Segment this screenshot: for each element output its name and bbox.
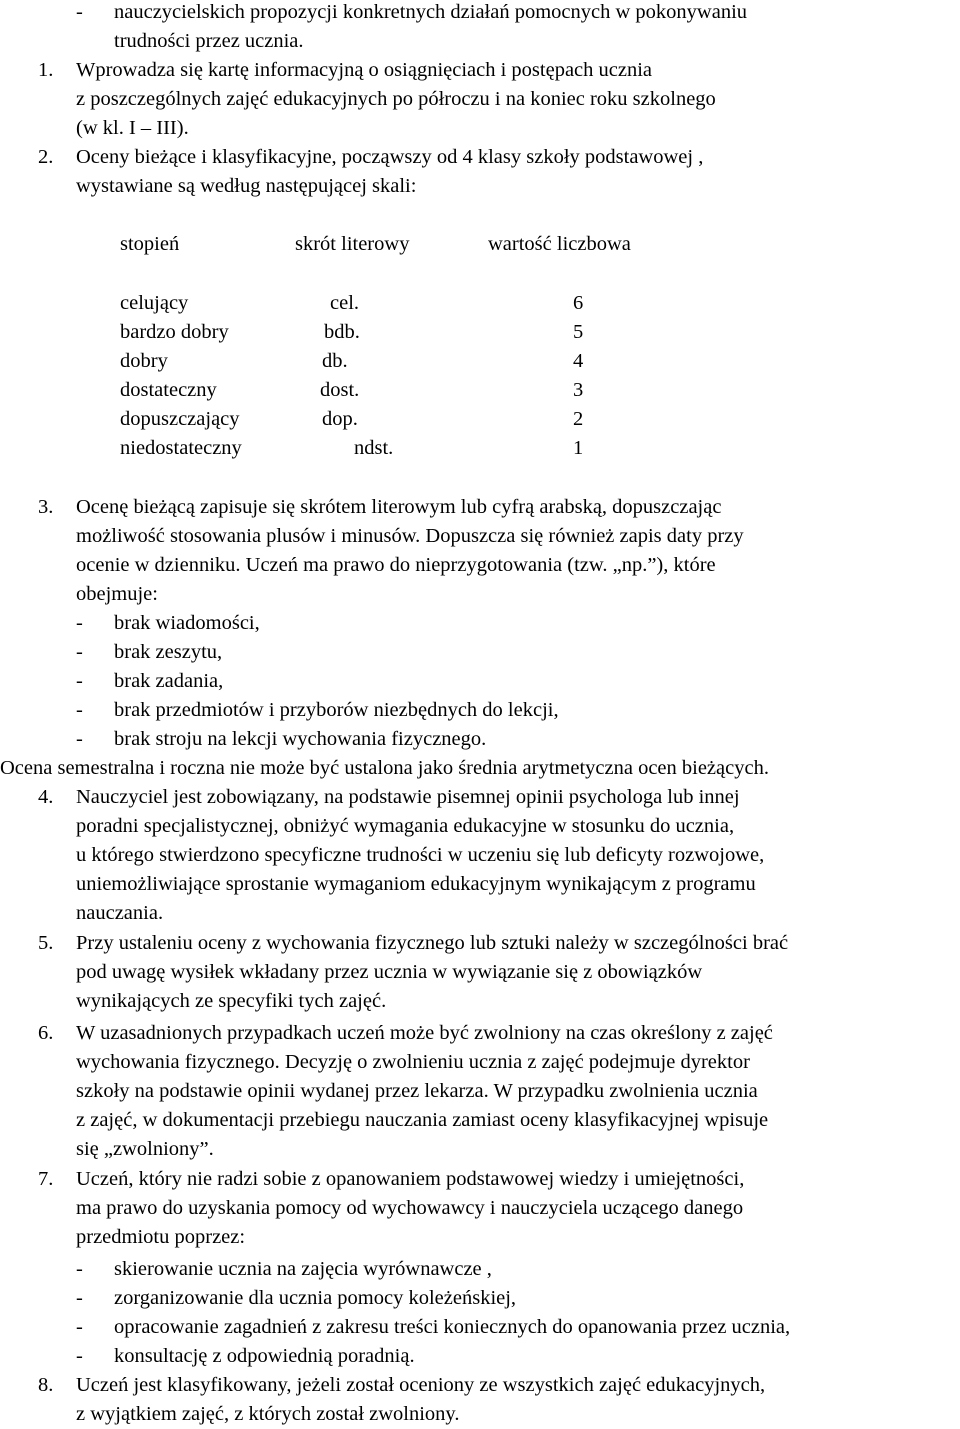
item-1-number: 1.	[38, 59, 54, 81]
grade-name: dobry	[120, 350, 168, 372]
grade-abbr: ndst.	[354, 437, 394, 459]
bullet: -	[76, 1316, 83, 1338]
item-5-line-1: Przy ustaleniu oceny z wychowania fizycznego lub sztuki należy w szczególności brać	[76, 932, 789, 954]
intro-line-2: trudności przez ucznia.	[114, 30, 304, 52]
bullet: -	[76, 1287, 83, 1309]
item-4-line-5: nauczania.	[76, 902, 164, 924]
grade-table-header-skrot: skrót literowy	[295, 233, 410, 255]
item-7-line-1: Uczeń, który nie radzi sobie z opanowaniem podstawowej wiedzy i umiejętności,	[76, 1168, 745, 1190]
item-7-line-2: ma prawo do uzyskania pomocy od wychowawcy i nauczyciela uczącego danego	[76, 1197, 744, 1219]
item-7-bullet-2: zorganizowanie dla ucznia pomocy koleżeńskiej,	[114, 1287, 517, 1309]
intro-bullet: -	[76, 1, 83, 23]
item-6-line-3: szkoły na podstawie opinii wydanej przez lekarza. W przypadku zwolnienia ucznia	[76, 1080, 758, 1102]
item-3-line-3: ocenie w dzienniku. Uczeń ma prawo do nieprzygotowania (tzw. „np.”), które	[76, 554, 716, 576]
grade-value: 6	[573, 292, 584, 314]
grade-abbr: cel.	[330, 292, 360, 314]
bullet: -	[76, 641, 83, 663]
item-3-bullet-4: brak przedmiotów i przyborów niezbędnych do lekcji,	[114, 699, 559, 721]
item-4-line-4: uniemożliwiające sprostanie wymaganiom edukacyjnym wynikającym z programu	[76, 873, 756, 895]
bullet: -	[76, 612, 83, 634]
item-7-bullet-4: konsultację z odpowiednią poradnią.	[114, 1345, 415, 1367]
item-3-bullet-1: brak wiadomości,	[114, 612, 260, 634]
bullet: -	[76, 728, 83, 750]
item-8-number: 8.	[38, 1374, 54, 1396]
item-3-bullet-5: brak stroju na lekcji wychowania fizycznego.	[114, 728, 487, 750]
item-5-number: 5.	[38, 932, 54, 954]
item-4-line-3: u którego stwierdzono specyficzne trudności w uczeniu się lub deficyty rozwojowe,	[76, 844, 765, 866]
intro-line-1: nauczycielskich propozycji konkretnych działań pomocnych w pokonywaniu	[114, 1, 748, 23]
item-7-bullet-1: skierowanie ucznia na zajęcia wyrównawcze ,	[114, 1258, 492, 1280]
item-4-number: 4.	[38, 786, 54, 808]
bullet: -	[76, 1258, 83, 1280]
item-3-line-4: obejmuje:	[76, 583, 158, 605]
grade-abbr: db.	[322, 350, 348, 372]
item-4-line-2: poradni specjalistycznej, obniżyć wymagania edukacyjne w stosunku do ucznia,	[76, 815, 735, 837]
item-1-line-2: z poszczególnych zajęć edukacyjnych po półroczu i na koniec roku szkolnego	[76, 88, 716, 110]
grade-name: niedostateczny	[120, 437, 242, 459]
item-3-line-1: Ocenę bieżącą zapisuje się skrótem literowym lub cyfrą arabską, dopuszczając	[76, 496, 722, 518]
item-5-line-3: wynikających ze specyfiki tych zajęć.	[76, 990, 387, 1012]
grade-table-header-stopien: stopień	[120, 233, 180, 255]
item-5-line-2: pod uwagę wysiłek wkładany przez ucznia w wywiązanie się z obowiązków	[76, 961, 703, 983]
item-2-number: 2.	[38, 146, 54, 168]
grade-value: 1	[573, 437, 584, 459]
grade-name: bardzo dobry	[120, 321, 229, 343]
item-6-line-2: wychowania fizycznego. Decyzję o zwolnieniu ucznia z zajęć podejmuje dyrektor	[76, 1051, 750, 1073]
item-7-line-3: przedmiotu poprzez:	[76, 1226, 246, 1248]
grade-abbr: dop.	[322, 408, 358, 430]
item-6-number: 6.	[38, 1022, 54, 1044]
grade-table-header-wartosc: wartość liczbowa	[488, 233, 631, 255]
item-6-line-5: się „zwolniony”.	[76, 1138, 214, 1160]
bullet: -	[76, 699, 83, 721]
item-4-line-1: Nauczyciel jest zobowiązany, na podstawie pisemnej opinii psychologa lub innej	[76, 786, 740, 808]
grade-value: 2	[573, 408, 584, 430]
item-8-line-2: z wyjątkiem zajęć, z których został zwolniony.	[76, 1403, 460, 1425]
grade-name: dopuszczający	[120, 408, 240, 430]
grade-value: 4	[573, 350, 584, 372]
item-7-bullet-3: opracowanie zagadnień z zakresu treści koniecznych do opanowania przez ucznia,	[114, 1316, 791, 1338]
item-1-line-3: (w kl. I – III).	[76, 117, 189, 139]
item-2-line-2: wystawiane są według następującej skali:	[76, 175, 417, 197]
item-3-bullet-3: brak zadania,	[114, 670, 224, 692]
item-3-bullet-2: brak zeszytu,	[114, 641, 223, 663]
item-2-line-1: Oceny bieżące i klasyfikacyjne, począwszy od 4 klasy szkoły podstawowej ,	[76, 146, 704, 168]
item-6-line-1: W uzasadnionych przypadkach uczeń może być zwolniony na czas określony z zajęć	[76, 1022, 773, 1044]
semester-note: Ocena semestralna i roczna nie może być ustalona jako średnia arytmetyczna ocen bieżących.	[0, 757, 769, 779]
grade-name: dostateczny	[120, 379, 217, 401]
item-6-line-4: z zajęć, w dokumentacji przebiegu nauczania zamiast oceny klasyfikacyjnej wpisuje	[76, 1109, 769, 1131]
grade-name: celujący	[120, 292, 189, 314]
item-1-line-1: Wprowadza się kartę informacyjną o osiągnięciach i postępach ucznia	[76, 59, 653, 81]
item-8-line-1: Uczeń jest klasyfikowany, jeżeli został oceniony ze wszystkich zajęć edukacyjnych,	[76, 1374, 766, 1396]
item-3-line-2: możliwość stosowania plusów i minusów. Dopuszcza się również zapis daty przy	[76, 525, 744, 547]
item-3-number: 3.	[38, 496, 54, 518]
item-7-number: 7.	[38, 1168, 54, 1190]
bullet: -	[76, 1345, 83, 1367]
grade-abbr: bdb.	[324, 321, 360, 343]
grade-abbr: dost.	[320, 379, 360, 401]
bullet: -	[76, 670, 83, 692]
grade-value: 3	[573, 379, 584, 401]
grade-value: 5	[573, 321, 584, 343]
